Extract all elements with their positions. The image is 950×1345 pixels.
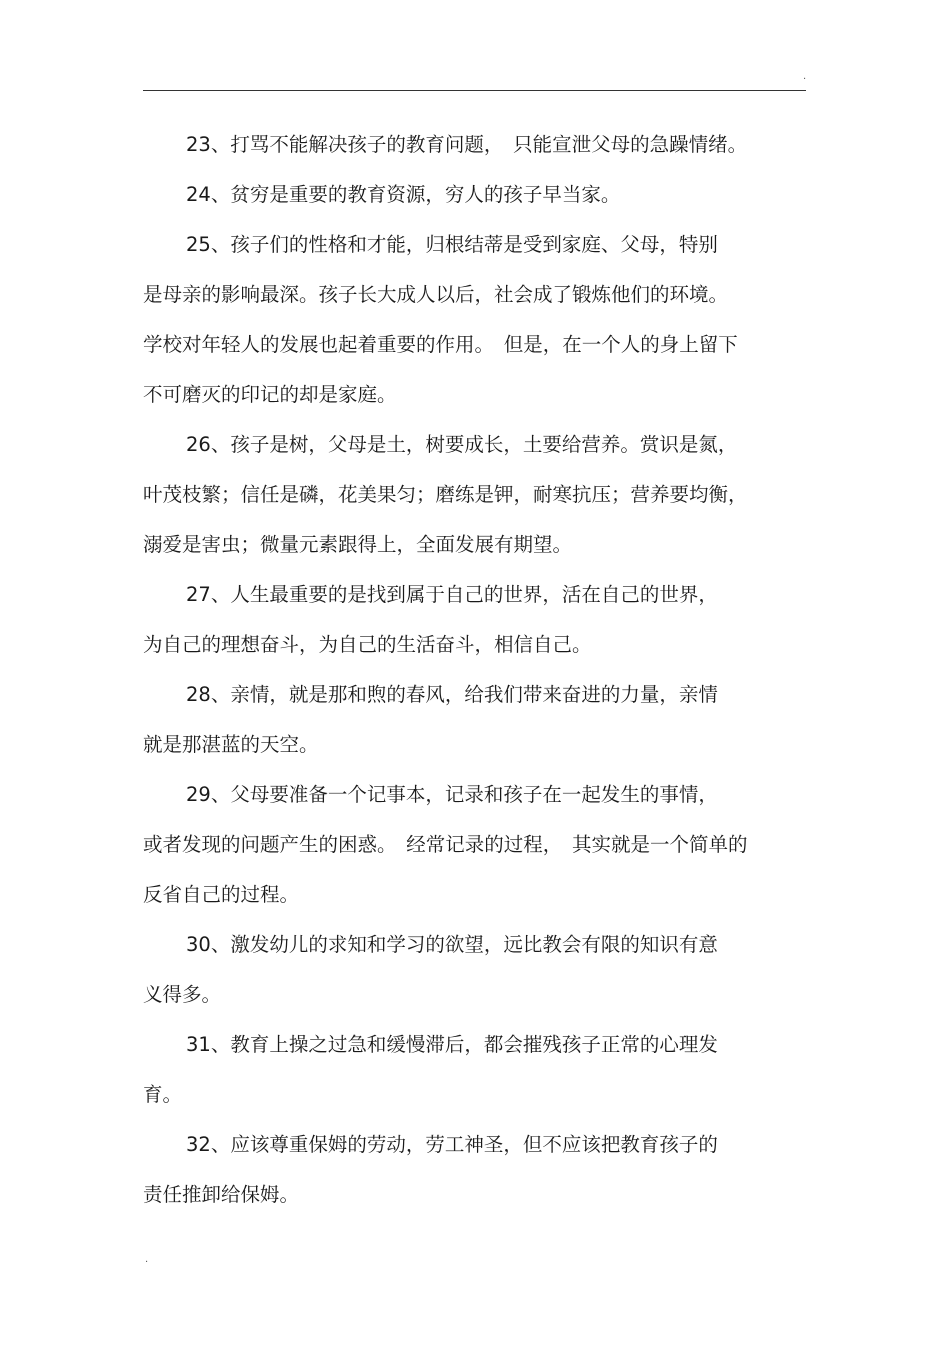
paragraph-25	[143, 220, 808, 420]
paragraph-line: 反省自己的过程。	[143, 883, 300, 906]
paragraph-line: 育。	[143, 1083, 183, 1106]
paragraph-line: 责任推卸给保姆。	[143, 1183, 300, 1206]
paragraph-line: 是母亲的影响最深。孩子长大成人以后，社会成了锻炼他们的环境。	[143, 283, 729, 306]
paragraph-28	[143, 670, 808, 770]
paragraph-23	[143, 120, 808, 170]
paragraph-31	[143, 1020, 808, 1120]
paragraph-line: 25、孩子们的性格和才能，归根结蒂是受到家庭、父母，特别	[186, 233, 718, 256]
header-rule	[143, 90, 806, 91]
paragraph-line: 32、应该尊重保姆的劳动，劳工神圣，但不应该把教育孩子的	[186, 1133, 718, 1156]
paragraph-27	[143, 570, 808, 670]
paragraph-line: 就是那湛蓝的天空。	[143, 733, 319, 756]
paragraph-line: 30、激发幼儿的求知和学习的欲望，远比教会有限的知识有意	[186, 933, 718, 956]
paragraph-line: 26、孩子是树，父母是土，树要成长，土要给营养。赏识是氮，	[186, 433, 738, 456]
paragraph-30	[143, 920, 808, 1020]
paragraph-32	[143, 1120, 808, 1220]
paragraph-line: 叶茂枝繁；信任是磷，花美果匀；磨练是钾，耐寒抗压；营养要均衡，	[143, 483, 748, 506]
corner-dot-bottom: .	[145, 1254, 149, 1265]
paragraph-line: 义得多。	[143, 983, 222, 1006]
paragraph-line: 溺爱是害虫；微量元素跟得上，全面发展有期望。	[143, 533, 573, 556]
paragraph-24	[143, 170, 808, 220]
paragraph-line: 为自己的理想奋斗，为自己的生活奋斗，相信自己。	[143, 633, 592, 656]
paragraph-line: 29、父母要准备一个记事本，记录和孩子在一起发生的事情，	[186, 783, 718, 806]
document-body	[143, 120, 808, 1220]
paragraph-line: 28、亲情，就是那和煦的春风，给我们带来奋进的力量，亲情	[186, 683, 718, 706]
paragraph-line: 27、人生最重要的是找到属于自己的世界，活在自己的世界，	[186, 583, 718, 606]
paragraph-line: 31、教育上操之过急和缓慢滞后，都会摧残孩子正常的心理发	[186, 1033, 718, 1056]
paragraph-line: 24、贫穷是重要的教育资源，穷人的孩子早当家。	[186, 183, 621, 206]
paragraph-26	[143, 420, 808, 570]
paragraph-line: 学校对年轻人的发展也起着重要的作用。 但是，在一个人的身上留下	[143, 333, 738, 356]
paragraph-29	[143, 770, 808, 920]
paragraph-line: 23、打骂不能解决孩子的教育问题， 只能宣泄父母的急躁情绪。	[186, 133, 748, 156]
corner-dot-top: .	[803, 71, 807, 82]
paragraph-line: 不可磨灭的印记的却是家庭。	[143, 383, 397, 406]
paragraph-line: 或者发现的问题产生的困惑。 经常记录的过程， 其实就是一个简单的	[143, 833, 748, 856]
